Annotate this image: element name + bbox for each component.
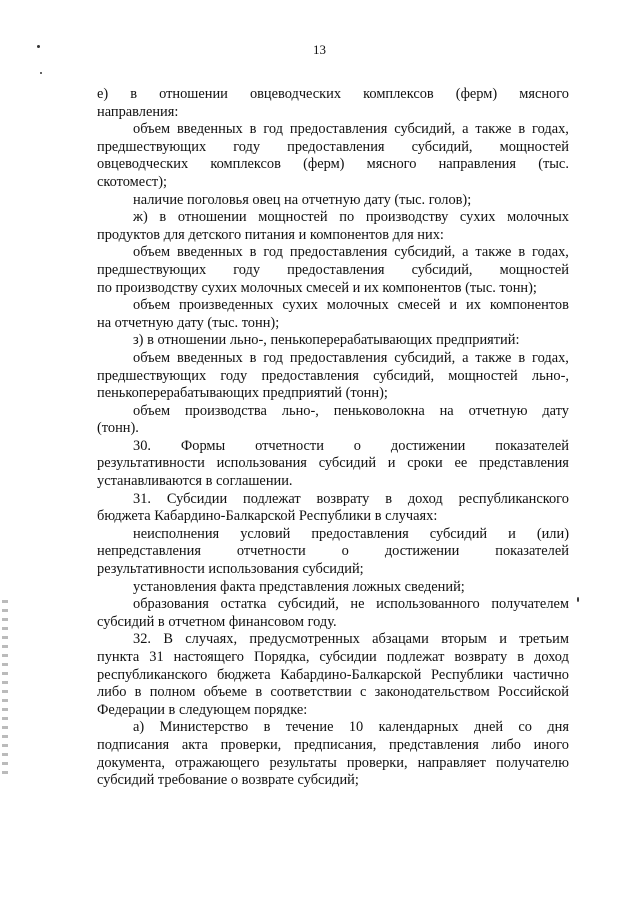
word: (ферм): [455, 86, 498, 102]
word: году: [233, 138, 261, 155]
word: отношении: [159, 86, 228, 102]
text-line: [97, 262, 569, 280]
word: также: [475, 121, 512, 138]
word: Кабардино-Балкарской: [280, 666, 422, 683]
word: субсидий,: [411, 138, 473, 155]
text-line: [97, 491, 569, 509]
text-line: [97, 86, 569, 104]
word: год: [263, 244, 283, 261]
word: иного: [533, 736, 569, 753]
word: проверки,: [220, 736, 282, 753]
word: их: [466, 297, 481, 314]
word: годах,: [532, 121, 569, 138]
word: мясного: [519, 86, 569, 102]
word: пункта: [97, 649, 140, 665]
text-line: [97, 649, 569, 667]
word: предшествующих: [97, 367, 207, 384]
text-line: [97, 350, 569, 368]
word: подлежат: [386, 649, 445, 665]
word: ее: [454, 455, 468, 472]
word: годах,: [532, 349, 569, 366]
word: в: [517, 649, 525, 665]
text-line: [97, 403, 569, 421]
word: Министерство: [159, 719, 249, 736]
word: предоставления: [311, 525, 409, 542]
word: субсидий,: [277, 596, 339, 613]
word: объем: [133, 297, 171, 314]
word: субсидий: [429, 525, 488, 542]
text-line: [97, 737, 569, 755]
word: отражающего: [175, 754, 260, 771]
word: образования: [133, 596, 209, 613]
word: в: [518, 349, 526, 366]
word: (ферм): [303, 156, 345, 173]
word: предшествующих: [97, 138, 207, 155]
word: год: [263, 121, 283, 138]
word: объем: [133, 121, 171, 138]
word: соответствии: [270, 684, 352, 701]
word: 31.: [133, 490, 151, 507]
word: проверки,: [346, 754, 408, 771]
word: бюджета: [216, 666, 271, 683]
word: и: [449, 297, 458, 314]
word: комплексов: [363, 86, 434, 102]
word: субсидий,: [394, 121, 456, 138]
word: и: [508, 525, 516, 542]
word: результативности: [97, 455, 205, 472]
text-line: (тонн).: [97, 420, 139, 437]
word: году: [233, 261, 261, 278]
word: Формы: [180, 437, 226, 454]
word: годах,: [532, 244, 569, 261]
word: субсидий,: [394, 349, 456, 366]
word: случаях,: [185, 631, 238, 648]
word: в: [249, 244, 257, 261]
word: возврату: [316, 490, 370, 507]
word: Республики: [431, 666, 504, 683]
text-line: продуктов для детского питания и компонентов для них:: [97, 226, 444, 243]
word: предоставления: [261, 367, 359, 384]
word: мощностей: [258, 209, 328, 226]
word: использования: [216, 455, 307, 472]
word: акта: [181, 736, 208, 753]
word: отношении: [177, 209, 247, 226]
text-line: на отчетную дату (тыс. тонн);: [97, 314, 280, 331]
word: введенных: [177, 244, 243, 261]
word: объеме: [203, 684, 248, 701]
word: доход: [534, 649, 569, 665]
word: (или): [536, 525, 569, 542]
text-line: установления факта представления ложных сведений;: [133, 578, 465, 595]
word: овцеводческих: [249, 86, 342, 102]
word: ж): [133, 209, 148, 226]
word: е): [97, 86, 109, 102]
text-line: по производству сухих молочных смесей и их компонентов (тыс. тонн);: [97, 279, 537, 296]
word: с: [359, 684, 367, 701]
text-line: [97, 121, 569, 139]
word: а: [462, 244, 469, 261]
text-line: [97, 368, 569, 386]
word: получателю: [496, 754, 569, 771]
text-line: [97, 244, 569, 262]
word: о: [353, 437, 361, 454]
word: документа,: [97, 754, 165, 771]
word: объем: [133, 244, 171, 261]
word: 32.: [133, 631, 151, 648]
text-line: з) в отношении льно-, пенькоперерабатывающих предприятий:: [133, 332, 520, 349]
scan-speck: [577, 597, 579, 602]
word: льно-,: [281, 402, 319, 419]
word: дату: [542, 402, 569, 419]
word: в: [518, 121, 526, 138]
word: отчетности: [255, 437, 324, 454]
word: течение: [285, 719, 334, 736]
word: результаты: [269, 754, 337, 771]
word: о: [341, 543, 349, 560]
text-line: направления:: [97, 103, 179, 120]
word: достижении: [390, 437, 466, 454]
word: направления: [438, 156, 516, 173]
word: непредставления: [97, 543, 201, 560]
word: сроки: [407, 455, 443, 472]
word: смесей: [397, 297, 441, 314]
word: в: [518, 244, 526, 261]
text-line: субсидий в отчетном финансовом году.: [97, 613, 337, 630]
word: также: [475, 349, 512, 366]
word: не: [350, 596, 365, 613]
word: предоставления: [287, 261, 385, 278]
word: 10: [348, 719, 364, 736]
word: субсидий: [318, 455, 377, 472]
word: показателей: [495, 543, 569, 560]
word: Субсидии: [166, 490, 228, 507]
word: (тыс.: [538, 156, 569, 173]
word: мощностей: [499, 138, 569, 155]
word: дня: [547, 719, 569, 736]
word: представления: [479, 455, 569, 472]
word: либо: [97, 684, 127, 701]
word: введенных: [177, 349, 243, 366]
word: сухих: [459, 209, 496, 226]
word: на: [439, 402, 454, 419]
word: представления: [389, 736, 479, 753]
word: объем: [133, 402, 171, 419]
word: показателей: [495, 437, 569, 454]
word: календарных: [378, 719, 459, 736]
word: Российской: [498, 684, 569, 701]
word: производству: [365, 209, 449, 226]
text-line: наличие поголовья овец на отчетную дату (тыс. голов);: [133, 191, 472, 208]
word: частично: [512, 666, 569, 683]
word: в: [263, 719, 271, 736]
word: подлежат: [243, 490, 301, 507]
word: субсидий,: [373, 367, 435, 384]
text-line: [97, 543, 569, 561]
word: республиканского: [458, 490, 569, 507]
word: абзацами: [372, 631, 429, 648]
word: настоящего: [173, 649, 244, 665]
word: предшествующих: [97, 261, 207, 278]
text-line: [97, 209, 569, 227]
text-line: субсидий требование о возврате субсидий;: [97, 772, 359, 789]
text-line: [97, 526, 569, 544]
text-line: [97, 455, 569, 473]
word: предоставления: [289, 244, 388, 261]
text-line: [97, 684, 569, 702]
word: подписания: [97, 736, 170, 753]
word: производства: [184, 402, 267, 419]
scan-edge-mark: [2, 600, 8, 780]
word: полном: [149, 684, 196, 701]
word: в: [134, 684, 142, 701]
word: либо: [491, 736, 521, 753]
word: введенных: [177, 121, 243, 138]
scan-speck: [37, 45, 40, 48]
word: 31: [149, 649, 164, 665]
scan-speck: [40, 72, 42, 74]
word: субсидий,: [411, 261, 473, 278]
word: объем: [133, 349, 171, 366]
text-line: [97, 139, 569, 157]
word: молочных: [507, 209, 569, 226]
word: отчетности: [236, 543, 306, 560]
word: республиканского: [97, 666, 208, 683]
text-line: устанавливаются в соглашении.: [97, 473, 293, 490]
word: остатка: [220, 596, 267, 613]
word: по: [339, 209, 355, 226]
word: льно-,: [531, 367, 569, 384]
word: произведенных: [179, 297, 274, 314]
word: получателем: [491, 596, 569, 613]
word: направляет: [417, 754, 486, 771]
word: и: [387, 455, 396, 472]
word: 30.: [133, 437, 151, 454]
word: и: [499, 631, 507, 648]
word: возврату: [454, 649, 508, 665]
word: мощностей: [499, 261, 569, 278]
word: субсидий,: [394, 244, 456, 261]
text-line: [97, 719, 569, 737]
word: дней: [473, 719, 504, 736]
text-line: [97, 755, 569, 773]
word: а): [133, 719, 145, 736]
word: условий: [240, 525, 291, 542]
word: Порядка,: [253, 649, 310, 665]
word: мощностей: [448, 367, 518, 384]
text-line: скотомест);: [97, 173, 167, 190]
word: субсидии: [319, 649, 377, 665]
text-line: [97, 631, 569, 649]
word: а: [462, 121, 469, 138]
text-line: [97, 596, 569, 614]
word: доход: [407, 490, 443, 507]
word: в: [249, 121, 257, 138]
word: компонентов: [489, 297, 569, 314]
word: со: [518, 719, 532, 736]
word: предоставления: [289, 349, 388, 366]
word: законодательством: [374, 684, 490, 701]
word: в: [255, 684, 263, 701]
text-line: [97, 667, 569, 685]
word: пеньковолокна: [333, 402, 425, 419]
word: мясного: [366, 156, 417, 173]
body-text: [97, 86, 569, 790]
word: третьим: [519, 631, 569, 648]
word: предписания,: [293, 736, 377, 753]
word: вторым: [441, 631, 487, 648]
word: также: [475, 244, 512, 261]
text-line: [97, 438, 569, 456]
word: неисполнения: [133, 525, 220, 542]
word: предоставления: [287, 138, 385, 155]
word: комплексов: [210, 156, 281, 173]
word: предусмотренных: [249, 631, 360, 648]
page-number: 13: [313, 42, 326, 57]
word: год: [263, 349, 283, 366]
word: отчетную: [468, 402, 528, 419]
text-line: [97, 297, 569, 315]
text-line: Федерации в следующем порядке:: [97, 701, 308, 718]
word: году: [220, 367, 248, 384]
text-line: [97, 156, 569, 174]
word: в: [249, 349, 257, 366]
word: предоставления: [289, 121, 388, 138]
text-line: бюджета Кабардино-Балкарской Республики в случаях:: [97, 508, 438, 525]
text-line: пенькоперерабатывающих предприятий (тонн);: [97, 385, 388, 402]
word: молочных: [326, 297, 389, 314]
word: в: [130, 86, 138, 102]
word: а: [462, 349, 469, 366]
word: В: [163, 631, 173, 648]
word: сухих: [282, 297, 318, 314]
text-line: результативности использования субсидий;: [97, 561, 364, 578]
word: в: [385, 490, 393, 507]
word: овцеводческих: [97, 156, 189, 173]
word: использованного: [376, 596, 480, 613]
word: в: [159, 209, 167, 226]
word: достижении: [384, 543, 460, 560]
